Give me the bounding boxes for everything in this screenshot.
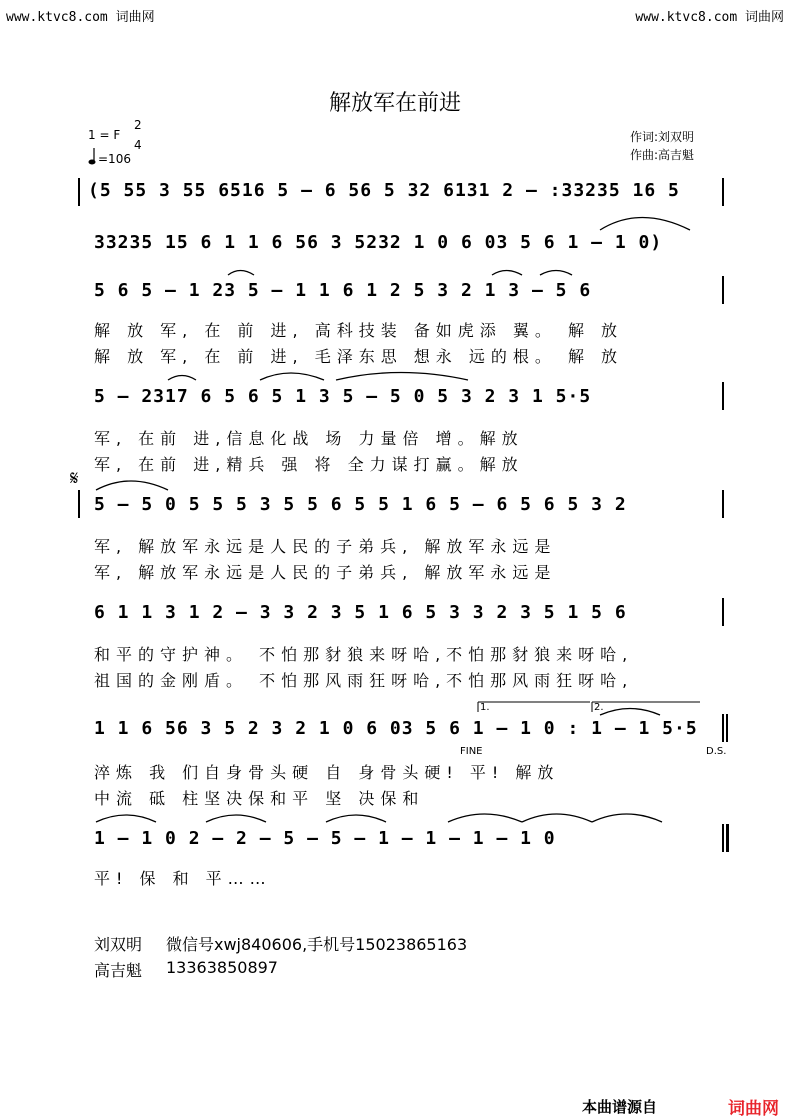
row-3-lyric-verse-2: 解 放 军, 在 前 进, 毛泽东思 想永 远的根。 解 放 xyxy=(94,347,624,366)
bar-line xyxy=(722,490,724,518)
bar-line xyxy=(722,598,724,626)
composer: 作曲:高吉魁 xyxy=(630,148,695,162)
watermark-left: www.ktvc8.com 词曲网 xyxy=(6,10,155,25)
volta-1: 1. xyxy=(480,702,490,713)
dal-segno-mark: D.S. xyxy=(706,746,727,757)
bar-line xyxy=(722,382,724,410)
bar-line xyxy=(726,824,729,852)
score-row-6-notes: 6 1 1 3 1 2 – 3 3 2 3 5 1 6 5 3 3 2 3 5 1 5 6 xyxy=(94,602,627,623)
source-logo[interactable]: 词曲网 xyxy=(728,1099,779,1119)
watermark-right: www.ktvc8.com 词曲网 xyxy=(635,10,784,25)
row-8-lyric-verse-1: 平! 保 和 平…… xyxy=(94,869,272,888)
row-7-lyric-verse-2: 中流 砥 柱坚决保和平 坚 决保和 xyxy=(94,789,425,808)
song-title: 解放军在前进 xyxy=(328,91,461,116)
row-3-lyric-verse-1: 解 放 军, 在 前 进, 高科技装 备如虎添 翼。 解 放 xyxy=(94,321,624,340)
score-row-3-notes: 5 6 5 – 1 23 5 – 1 1 6 1 2 5 3 2 1 3 – 5 6 xyxy=(94,280,592,301)
fine-mark: FINE xyxy=(460,746,483,757)
contact-name-1: 刘双明 xyxy=(94,935,143,954)
row-7-lyric-verse-1: 淬炼 我 们自身骨头硬 自 身骨头硬! 平! 解放 xyxy=(94,763,560,782)
score-row-4-notes: 5 – 2317 6 5 6 5 1 3 5 – 5 0 5 3 2 3 1 5·5 xyxy=(94,386,592,407)
score-row-2-notes: 33235 15 6 1 1 6 56 3 5232 1 0 6 03 5 6 1 – 1 0) xyxy=(94,232,663,253)
row-4-lyric-verse-2: 军, 在前 进,精兵 强 将 全力谋打赢。解放 xyxy=(94,455,524,474)
volta-2: 2. xyxy=(594,702,604,713)
contact-info-2: 13363850897 xyxy=(166,958,278,977)
score-row-5-notes: 5 – 5 0 5 5 5 3 5 5 6 5 5 1 6 5 – 6 5 6 5 3 2 xyxy=(94,494,627,515)
bar-line xyxy=(722,178,724,206)
bar-line xyxy=(78,178,80,206)
row-6-lyric-verse-1: 和平的守护神。 不怕那豺狼来呀哈,不怕那豺狼来呀哈, xyxy=(94,645,634,664)
segno-icon: 𝄋 xyxy=(70,466,79,490)
lyricist: 作词:刘双明 xyxy=(630,130,695,144)
key-signature: 1 = F xyxy=(88,128,121,142)
score-row-1-notes: (5 55 3 55 6516 5 – 6 56 5 32 6131 2 – :33235 16 5 xyxy=(88,180,680,201)
source-text: 本曲谱源自 xyxy=(582,1098,658,1116)
bar-line xyxy=(726,714,728,742)
bar-line xyxy=(722,714,724,742)
row-4-lyric-verse-1: 军, 在前 进,信息化战 场 力量倍 增。解放 xyxy=(94,429,524,448)
bar-line xyxy=(78,490,80,518)
quarter-note-icon xyxy=(88,148,96,166)
contact-info-1: 微信号xwj840606,手机号15023865163 xyxy=(166,935,468,954)
contact-name-2: 高吉魁 xyxy=(94,961,143,980)
row-5-lyric-verse-1: 军, 解放军永远是人民的子弟兵, 解放军永远是 xyxy=(94,537,557,556)
row-6-lyric-verse-2: 祖国的金刚盾。 不怕那风雨狂呀哈,不怕那风雨狂呀哈, xyxy=(94,671,634,690)
score-row-7-notes: 1 1 6 56 3 5 2 3 2 1 0 6 03 5 6 1 – 1 0 : 1 – 1 5·5 xyxy=(94,718,698,739)
time-signature-bottom: 4 xyxy=(134,138,142,152)
row-5-lyric-verse-2: 军, 解放军永远是人民的子弟兵, 解放军永远是 xyxy=(94,563,557,582)
time-signature-top: 2 xyxy=(134,118,142,132)
tempo: =106 xyxy=(98,152,131,166)
score-row-8-notes: 1 – 1 0 2 – 2 – 5 – 5 – 1 – 1 – 1 – 1 0 xyxy=(94,828,556,849)
bar-line xyxy=(722,276,724,304)
bar-line xyxy=(722,824,724,852)
